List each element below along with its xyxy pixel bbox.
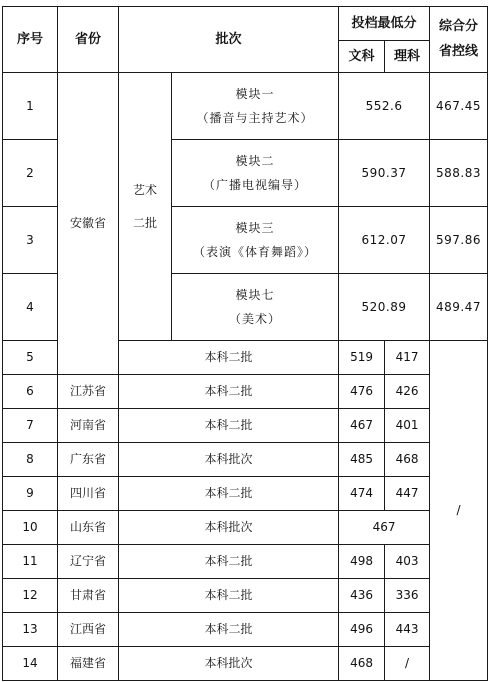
- table-row: [3, 545, 488, 579]
- batch-cell: 本科二批: [119, 341, 339, 375]
- score-cell: 520.89: [339, 274, 430, 341]
- batch-art-line2: 二批: [132, 215, 157, 230]
- merged-score-cell: 467: [339, 511, 430, 545]
- province-cell: 江西省: [58, 613, 119, 647]
- table-row: [3, 443, 488, 477]
- seq-cell: 13: [3, 613, 58, 647]
- header-seq: 序号: [3, 7, 58, 73]
- header-batch: 批次: [119, 7, 339, 73]
- table-row: [3, 477, 488, 511]
- batch-cell: 本科二批: [119, 477, 339, 511]
- science-score-cell: 447: [385, 477, 430, 511]
- module-sub: （表演《体育舞蹈》）: [193, 245, 318, 259]
- batch-cell: 本科批次: [119, 647, 339, 681]
- province-cell: 辽宁省: [58, 545, 119, 579]
- seq-cell: 7: [3, 409, 58, 443]
- arts-score-cell: 498: [339, 545, 385, 579]
- header-min-score: 投档最低分: [339, 7, 430, 41]
- table-row: [3, 375, 488, 409]
- arts-score-cell: 467: [339, 409, 385, 443]
- arts-score-cell: 496: [339, 613, 385, 647]
- seq-cell: 9: [3, 477, 58, 511]
- arts-score-cell: 519: [339, 341, 385, 375]
- control-cell: 588.83: [430, 140, 488, 207]
- science-score-cell: 336: [385, 579, 430, 613]
- science-score-cell: 403: [385, 545, 430, 579]
- science-score-cell: 468: [385, 443, 430, 477]
- batch-cell: 本科二批: [119, 409, 339, 443]
- table-row: [3, 73, 488, 140]
- header-control-line-text: 综合分省控线: [439, 18, 479, 59]
- batch-cell: 本科批次: [119, 511, 339, 545]
- seq-cell: 4: [3, 274, 58, 341]
- batch-cell: 本科批次: [119, 443, 339, 477]
- seq-cell: 6: [3, 375, 58, 409]
- seq-cell: 2: [3, 140, 58, 207]
- module-sub: （美术）: [229, 312, 282, 326]
- batch-cell: 本科二批: [119, 579, 339, 613]
- control-cell: 597.86: [430, 207, 488, 274]
- control-cell-na: /: [430, 341, 488, 681]
- module-name: 模块三: [235, 220, 275, 235]
- arts-score-cell: 436: [339, 579, 385, 613]
- seq-cell: 11: [3, 545, 58, 579]
- province-cell: 甘肃省: [58, 579, 119, 613]
- control-cell: 489.47: [430, 274, 488, 341]
- header-province: 省份: [58, 7, 119, 73]
- science-score-cell: 401: [385, 409, 430, 443]
- module-name: 模块七: [235, 287, 275, 302]
- score-cell: 612.07: [339, 207, 430, 274]
- science-score-cell: /: [385, 647, 430, 681]
- province-cell: 福建省: [58, 647, 119, 681]
- province-cell: 四川省: [58, 477, 119, 511]
- province-cell: 广东省: [58, 443, 119, 477]
- province-cell: 山东省: [58, 511, 119, 545]
- control-cell: 467.45: [430, 73, 488, 140]
- score-cell: 552.6: [339, 73, 430, 140]
- admission-score-table: [2, 6, 488, 681]
- score-cell: 590.37: [339, 140, 430, 207]
- seq-cell: 8: [3, 443, 58, 477]
- seq-cell: 1: [3, 73, 58, 140]
- seq-cell: 10: [3, 511, 58, 545]
- science-score-cell: 426: [385, 375, 430, 409]
- batch-art-line1: 艺术: [132, 183, 157, 198]
- module-sub: （广播电视编导）: [203, 178, 308, 192]
- arts-score-cell: 474: [339, 477, 385, 511]
- module-sub: （播音与主持艺术）: [196, 111, 314, 125]
- table-row: [3, 579, 488, 613]
- module-cell: [172, 73, 339, 140]
- seq-cell: 5: [3, 341, 58, 375]
- arts-score-cell: 476: [339, 375, 385, 409]
- science-score-cell: 417: [385, 341, 430, 375]
- science-score-cell: 443: [385, 613, 430, 647]
- seq-cell: 14: [3, 647, 58, 681]
- header-row-1: [3, 7, 488, 41]
- header-arts: 文科: [339, 41, 385, 73]
- module-cell: [172, 207, 339, 274]
- module-name: 模块二: [235, 153, 275, 168]
- province-cell: 江苏省: [58, 375, 119, 409]
- seq-cell: 3: [3, 207, 58, 274]
- header-control-line: [430, 7, 488, 73]
- table-row: [3, 511, 488, 545]
- table-row: [3, 613, 488, 647]
- table-row: [3, 647, 488, 681]
- batch-cell-art: [119, 73, 172, 341]
- header-science: 理科: [385, 41, 430, 73]
- province-cell: 河南省: [58, 409, 119, 443]
- batch-cell: 本科二批: [119, 545, 339, 579]
- seq-cell: 12: [3, 579, 58, 613]
- arts-score-cell: 468: [339, 647, 385, 681]
- batch-cell: 本科二批: [119, 375, 339, 409]
- module-name: 模块一: [235, 86, 275, 101]
- province-cell-anhui: 安徽省: [58, 73, 119, 375]
- table-row: [3, 409, 488, 443]
- module-cell: [172, 140, 339, 207]
- arts-score-cell: 485: [339, 443, 385, 477]
- batch-cell: 本科二批: [119, 613, 339, 647]
- module-cell: [172, 274, 339, 341]
